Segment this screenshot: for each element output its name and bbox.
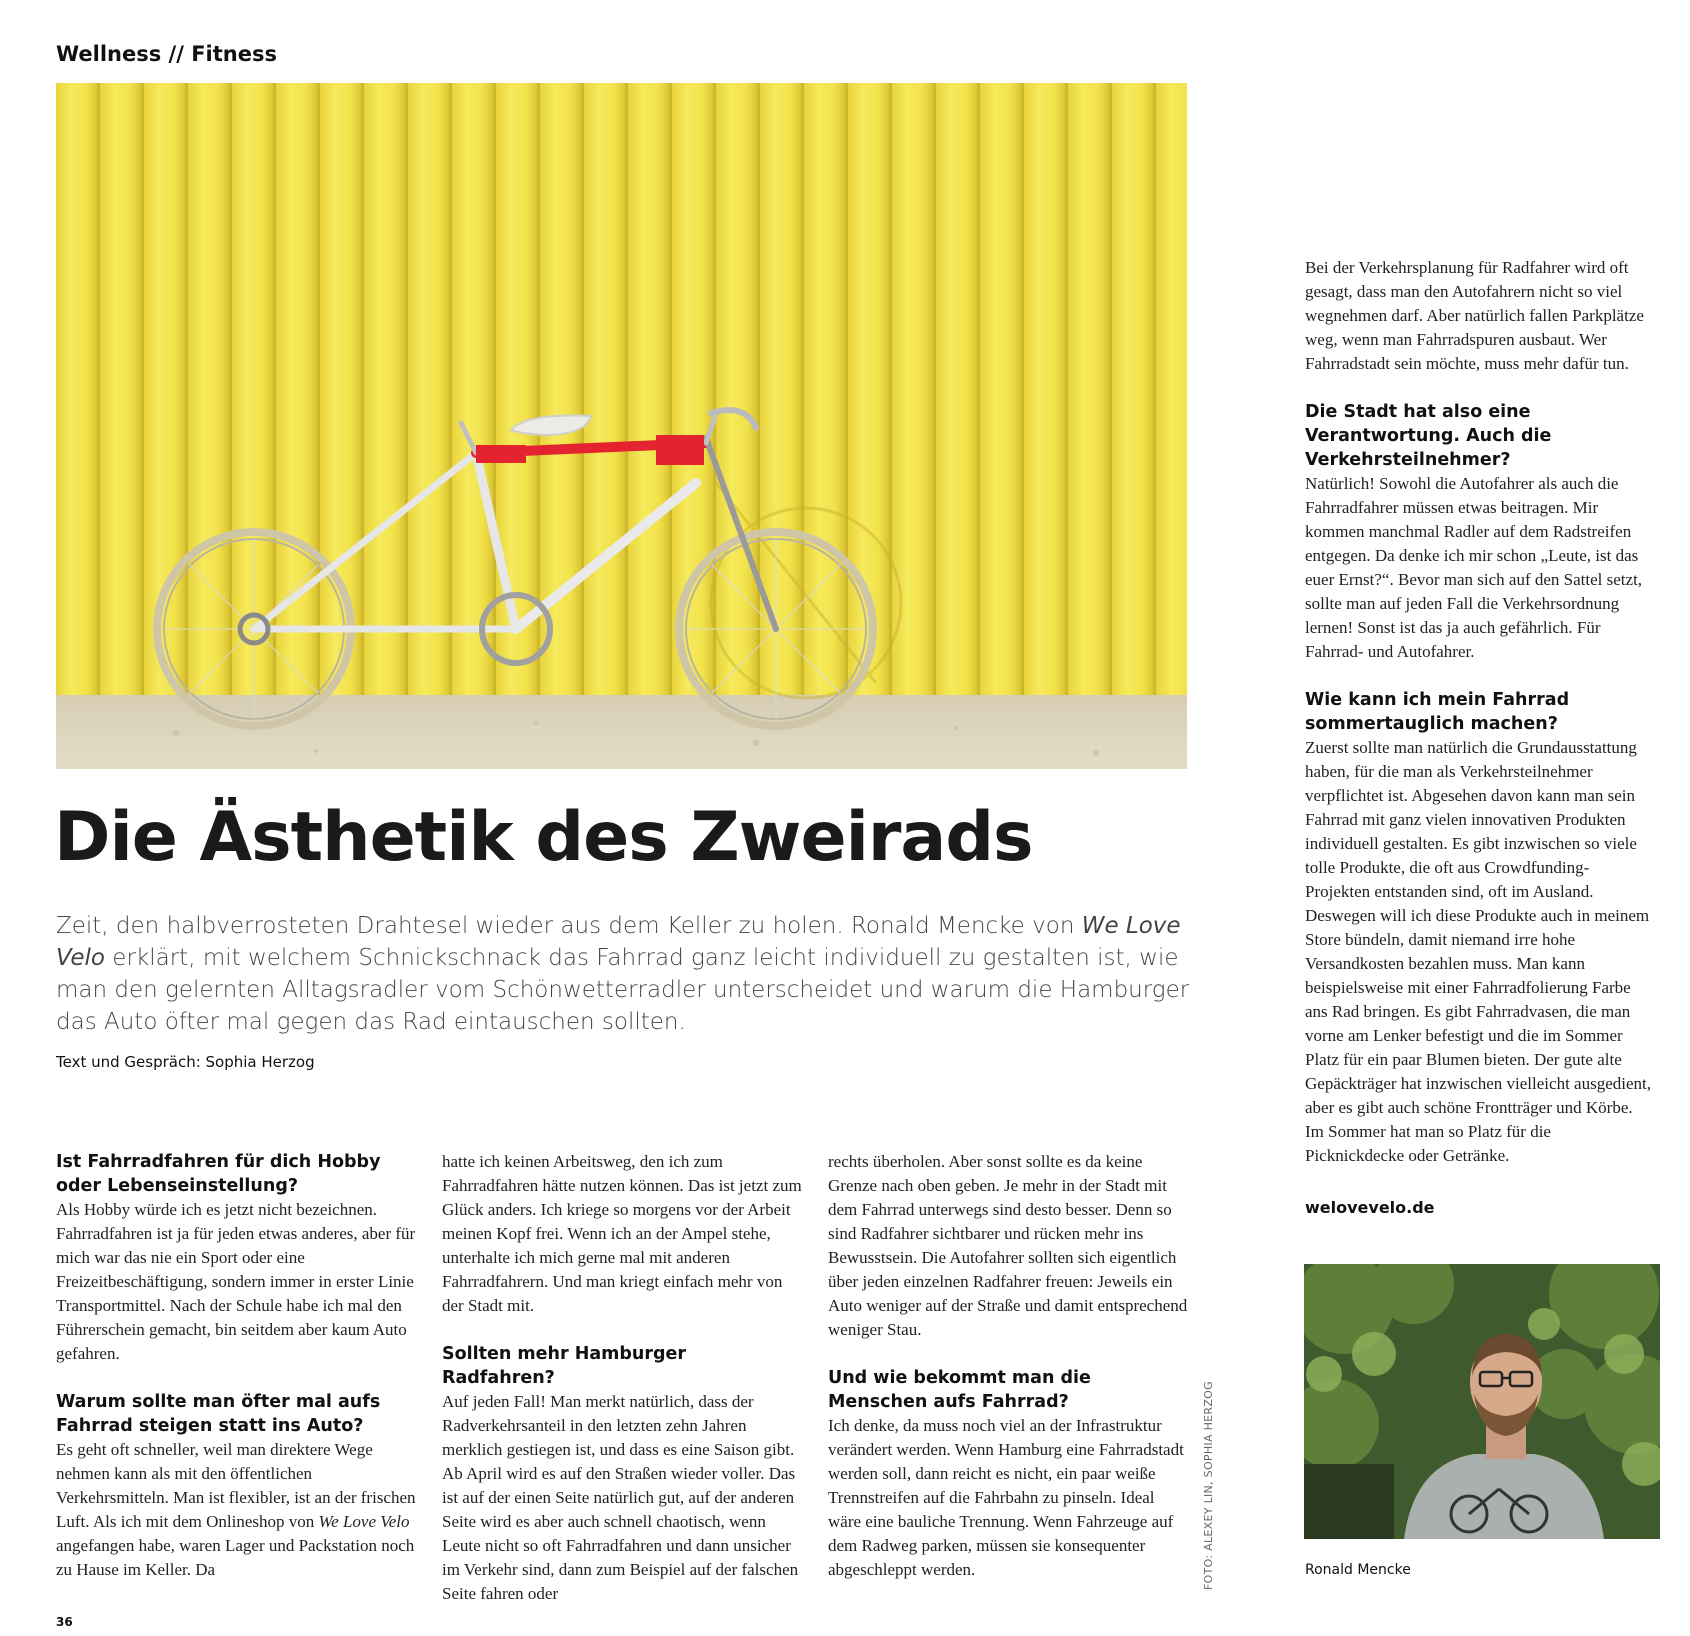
column-4 [1305, 256, 1653, 1168]
website-link[interactable]: welovevelo.de [1305, 1198, 1435, 1217]
section-label: Wellness // Fitness [56, 42, 277, 66]
column-2 [442, 1150, 802, 1606]
hero-bicycle-photo [56, 83, 1187, 769]
column-1 [56, 1150, 422, 1582]
question-2: Warum sollte man öfter mal aufs Fahrrad steigen statt ins Auto? [56, 1392, 381, 1436]
article-headline: Die Ästhetik des Zweirads [54, 798, 1033, 877]
answer-6: Zuerst sollte man natürlich die Grundausstattung haben, für die man als Verkehrsteilnehmer verpflichtet ist. Abgesehen davon kann man sein Fahrrad mit ganz vielen innovativen Produkten individuell gestalten. Es gibt inzwischen so viele tolle Produkte, die oft aus Crowdfunding-Projekten entstanden sind, oft im Ausland. Deswegen will ich diese Produkte auch in meinem Store bündeln, damit niemand irre hohe Versandkosten bezahlen muss. Man kann beispielsweise mit einer Fahrradfolierung Farbe ans Rad bringen. Es gibt Fahrradvasen, die man vorne am Lenker befestigt und die im Sommer Platz für ein paar Blumen bieten. Der gute alte Gepäckträger hat inzwischen vielleicht ausgedient, aber es gibt auch schöne Frontträger und Körbe. Im Sommer hat man so Platz für die Picknickdecke oder Getränke. [1305, 738, 1651, 1165]
answer-2-brand: We Love Velo [318, 1512, 410, 1531]
column-3 [828, 1150, 1188, 1582]
question-6: Wie kann ich mein Fahrrad sommertauglich machen? [1305, 690, 1570, 734]
byline: Text und Gespräch: Sophia Herzog [56, 1053, 315, 1071]
answer-4-continued: Bei der Verkehrsplanung für Radfahrer wird oft gesagt, dass man den Autofahrern nicht so viel wegnehmen darf. Aber natürlich fallen Parkplätze weg, wenn man Fahrradspuren ausbaut. Wer Fahrradstadt sein möchte, muss mehr dafür tun. [1305, 258, 1644, 373]
lead-text-part2: erklärt, mit welchem Schnickschnack das Fahrrad ganz leicht individuell zu gestalten ist, wie man den gelernten Alltagsradler vom Schönwetterradler unterscheidet und warum die Hamburger das Auto öfter mal gegen das Rad eintauschen sollten. [56, 945, 1190, 1035]
answer-5: Natürlich! Sowohl die Autofahrer als auch die Fahrradfahrer müssen etwas beitragen. Mir kommen manchmal Radler auf dem Radstreifen entgegen. Da denke ich mir schon „Leute, ist das euer Ernst?“. Bevor man sich auf den Sattel setzt, sollte man auf jeden Fall die Verkehrsordnung lernen! Sonst ist das ja auch gefährlich. Für Fahrrad- und Autofahrer. [1305, 474, 1643, 661]
answer-2-part1: Es geht oft schneller, weil man direktere Wege nehmen kann als mit den öffentlichen Verkehrsmitteln. Man ist flexibler, ist an der frischen Luft. Als ich mit dem Onlineshop von [56, 1440, 416, 1531]
answer-2 [56, 1438, 422, 1582]
lead-text-part1: Zeit, den halbverrosteten Drahtesel wieder aus dem Keller zu holen. Ronald Mencke von [56, 913, 1082, 939]
portrait-caption: Ronald Mencke [1305, 1562, 1411, 1578]
question-4: Und wie bekommt man die Menschen aufs Fahrrad? [828, 1368, 1091, 1412]
article-lead [56, 910, 1206, 1038]
question-5: Die Stadt hat also eine Verantwortung. Auch die Verkehrsteilnehmer? [1305, 402, 1552, 470]
answer-3: Auf jeden Fall! Man merkt natürlich, dass der Radverkehrsanteil in den letzten zehn Jahren merklich gestiegen ist, und dass es eine Saison gibt. Ab April wird es auf den Straßen wieder voller. Das ist auf der einen Seite natürlich gut, auf der anderen Seite wird es aber auch schnell chaotisch, wenn Leute nicht so oft Fahrradfahren und dann unsicher im Verkehr sind, dann zum Beispiel auf der falschen Seite fahren oder [442, 1392, 799, 1603]
question-1: Ist Fahrradfahren für dich Hobby oder Lebenseinstellung? [56, 1152, 381, 1196]
answer-4: Ich denke, da muss noch viel an der Infrastruktur verändert werden. Wenn Hamburg eine Fahrradstadt werden soll, dann reicht es nicht, ein paar weiße Trennstreifen auf die Fahrbahn zu pinseln. Ideal wäre eine bauliche Trennung. Wenn Fahrzeuge auf dem Radweg parken, müssen sie konsequenter abgeschleppt werden. [828, 1416, 1184, 1579]
answer-2-part2: angefangen habe, waren Lager und Packstation noch zu Hause im Keller. Da [56, 1536, 415, 1579]
photo-credit: FOTO: ALEXEY LIN, SOPHIA HERZOG [1202, 1381, 1215, 1590]
answer-2-continued: hatte ich keinen Arbeitsweg, den ich zum Fahrradfahren hätte nutzen können. Das ist jetzt zum Glück anders. Ich kriege so morgens vor der Arbeit meinen Kopf frei. Wenn ich an der Ampel stehe, unterhalte ich mich gerne mal mit anderen Fahrradfahrern. Und man kriegt einfach mehr von der Stadt mit. [442, 1152, 802, 1315]
answer-1: Als Hobby würde ich es jetzt nicht bezeichnen. Fahrradfahren ist ja für jeden etwas anderes, aber für mich war das nie ein Sport oder eine Freizeitbeschäftigung, sondern immer in erster Linie Transportmittel. Nach der Schule habe ich mal den Führerschein gemacht, bin seitdem aber kaum Auto gefahren. [56, 1200, 416, 1363]
portrait-photo [1304, 1264, 1660, 1539]
question-3: Sollten mehr Hamburger Radfahren? [442, 1344, 687, 1388]
answer-3-continued: rechts überholen. Aber sonst sollte es da keine Grenze nach oben geben. Je mehr in der Stadt mit dem Fahrrad unterwegs sind desto besser. Denn so sind Radfahrer sichtbarer und rücken mehr ins Bewusstsein. Die Autofahrer sollten sich eigentlich über jeden einzelnen Radfahrer freuen: Jeweils ein Auto weniger auf der Straße und damit entsprechend weniger Stau. [828, 1152, 1188, 1339]
lead-brand: We Love Velo [56, 913, 1181, 971]
page-number: 36 [56, 1615, 73, 1629]
